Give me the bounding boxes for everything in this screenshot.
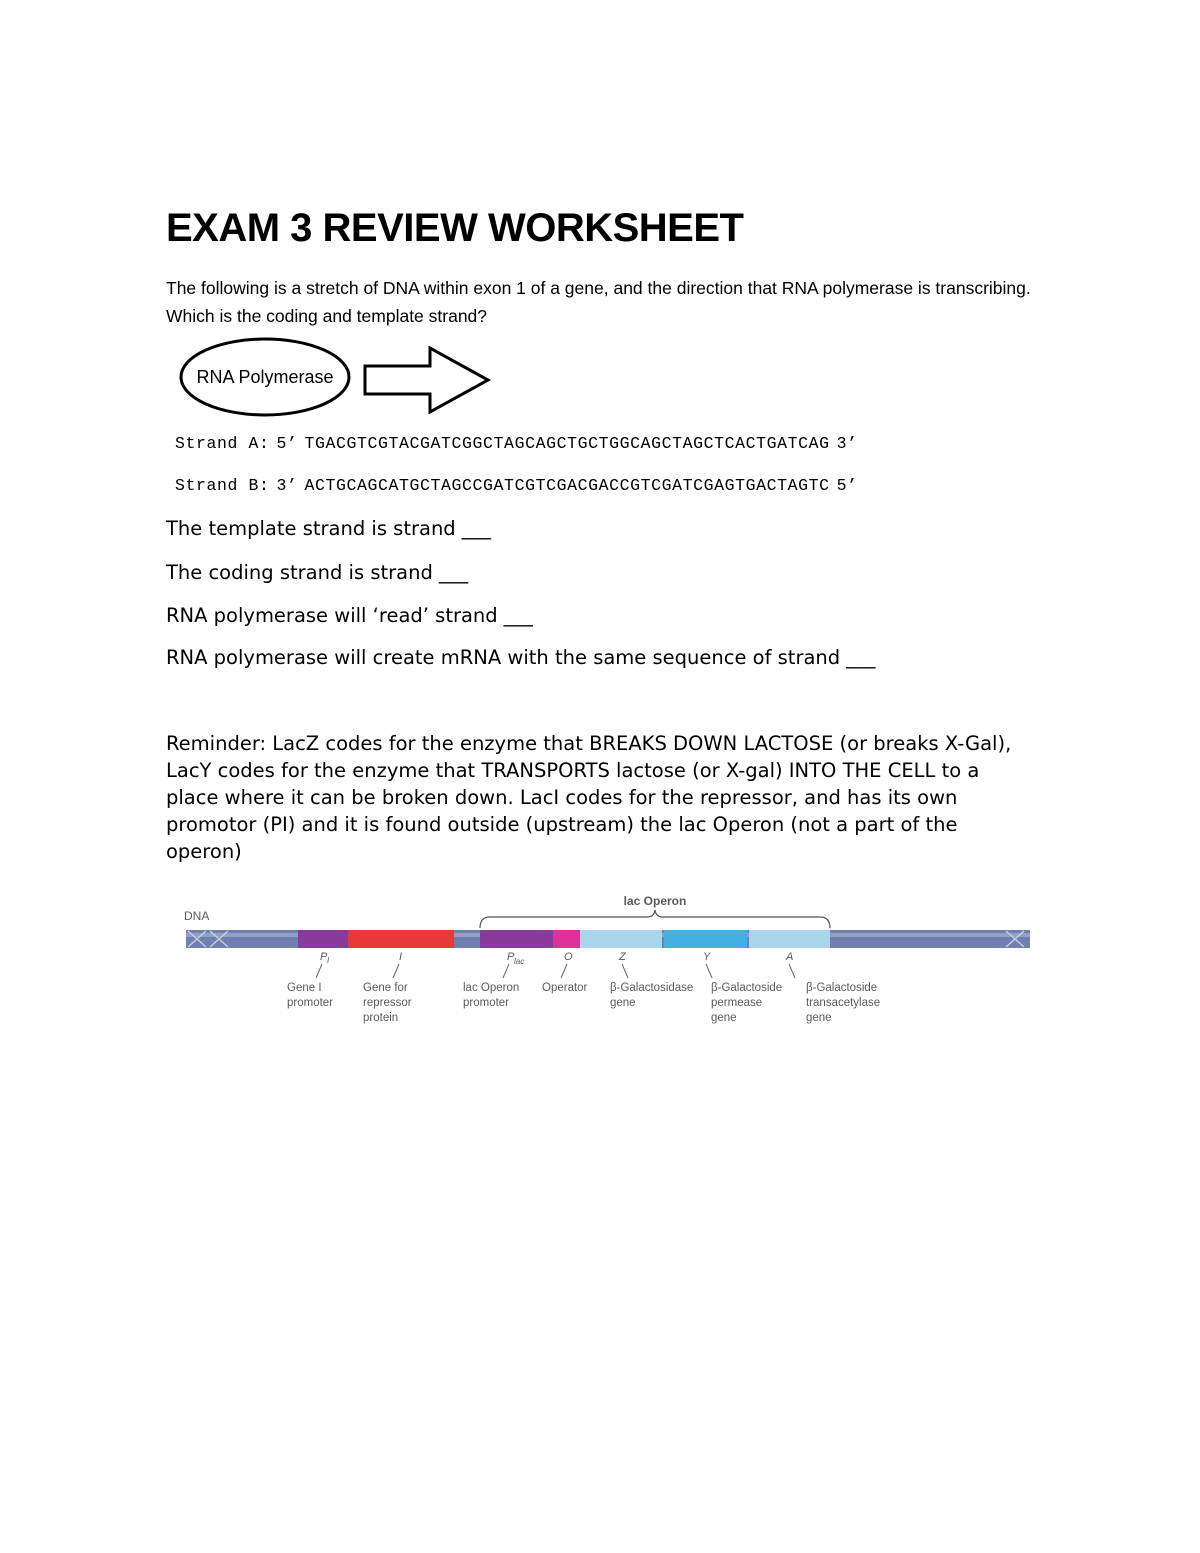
lac-operon-title: lac Operon <box>623 894 687 908</box>
dna-label: DNA <box>184 909 210 923</box>
segment-symbol: Y <box>703 951 711 963</box>
segment-label-lacz <box>610 951 693 1009</box>
question-coding-strand <box>166 559 468 587</box>
lacz-segment <box>580 930 662 948</box>
segment-description-line: lac Operon <box>463 982 520 994</box>
repressor-gene-segment <box>348 930 454 948</box>
segment-description-line: promoter <box>463 997 510 1009</box>
answer-blank: ___ <box>503 604 533 627</box>
segment-label-repressor-gene <box>363 951 412 1024</box>
laca-segment <box>749 930 830 948</box>
reminder-paragraph: Reminder: LacZ codes for the enzyme that BREAKS DOWN LACTOSE (or breaks X-Gal), LacY codes for the enzyme that TRANSPORTS lactose (or X-gal) INTO THE CELL to a place where it can be broken down. LacI codes for the repressor, and has its own promotor (PI) and it is found outside (upstream) the lac Operon (not a part of the operon) <box>166 732 1012 863</box>
segment-symbol: P <box>507 951 515 963</box>
question-text: RNA polymerase will ‘read’ strand <box>166 604 498 627</box>
segment-description-line: β-Galactoside <box>806 982 878 994</box>
question-read-strand <box>166 602 533 630</box>
rna-polymerase-diagram <box>176 338 496 428</box>
question-text: The template strand is strand <box>166 517 456 540</box>
segment-description-line: gene <box>610 997 636 1009</box>
strand-a-label: Strand A: <box>175 434 270 453</box>
segment-description-line: Gene for <box>363 982 408 994</box>
segment-label-lacy <box>703 951 782 1024</box>
page-title: EXAM 3 REVIEW WORKSHEET <box>166 206 744 250</box>
lac-operon-brace <box>480 910 830 928</box>
question-template-strand <box>166 515 491 543</box>
segment-label-operator <box>542 951 588 994</box>
segment-description-line: promoter <box>287 997 334 1009</box>
segment-description-line: β-Galactoside <box>711 982 783 994</box>
intro-paragraph: The following is a stretch of DNA within exon 1 of a gene, and the direction that RNA polymerase is transcribing. Which is the coding and template strand? <box>166 278 1031 326</box>
question-text: The coding strand is strand <box>166 561 433 584</box>
answer-blank: ___ <box>438 561 469 584</box>
segment-subscript: I <box>327 956 330 965</box>
segment-description-line: permease <box>711 997 763 1009</box>
rna-polymerase-label: RNA Polymerase <box>196 367 334 387</box>
gene-i-promoter-segment <box>298 930 348 948</box>
strand-b-start-end: 3’ <box>276 476 298 495</box>
segment-description-line: Operator <box>542 982 588 994</box>
segment-description-line: protein <box>363 1012 399 1024</box>
segment-symbol: Z <box>619 951 626 963</box>
strand-a-row <box>175 433 865 455</box>
segment-symbol: I <box>399 951 403 963</box>
strand-b-label: Strand B: <box>175 476 270 495</box>
strand-b-end-end: 5’ <box>836 476 858 495</box>
strand-a-end-end: 3’ <box>836 434 858 453</box>
question-mrna-sequence <box>166 644 875 672</box>
lac-promoter-segment <box>480 930 553 948</box>
segment-description-line: gene <box>711 1012 737 1024</box>
strand-a-start-end: 5’ <box>276 434 298 453</box>
segment-symbol: A <box>786 951 794 963</box>
answer-blank: ___ <box>461 517 491 540</box>
strand-a-sequence: TGACGTCGTACGATCGGCTAGCAGCTGCTGGCAGCTAGCTCACTGATCAG <box>304 434 830 453</box>
segment-description-line: gene <box>806 1012 832 1024</box>
segment-label-lac-promoter <box>463 951 524 1009</box>
lac-operon-figure <box>180 890 1040 1040</box>
operator-segment <box>553 930 580 948</box>
question-text: RNA polymerase will create mRNA with the same sequence of strand <box>166 646 841 669</box>
segment-description-line: β-Galactosidase <box>610 982 694 994</box>
strand-b-row <box>175 475 865 497</box>
segment-label-gene-i-promoter <box>287 951 333 1009</box>
strand-b-sequence: ACTGCAGCATGCTAGCCGATCGTCGACGACCGTCGATCGAGTGACTAGTC <box>304 476 830 495</box>
segment-label-laca <box>785 951 880 1024</box>
segment-symbol: O <box>564 951 573 963</box>
answer-blank: ___ <box>846 646 876 669</box>
segment-subscript: lac <box>514 957 525 966</box>
lacy-segment <box>664 930 747 948</box>
segment-symbol: P <box>320 951 328 963</box>
transcription-direction-arrow-icon <box>365 348 488 412</box>
segment-description-line: Gene I <box>287 982 322 994</box>
segment-description-line: transacetylase <box>806 997 881 1009</box>
segment-description-line: repressor <box>363 997 412 1009</box>
